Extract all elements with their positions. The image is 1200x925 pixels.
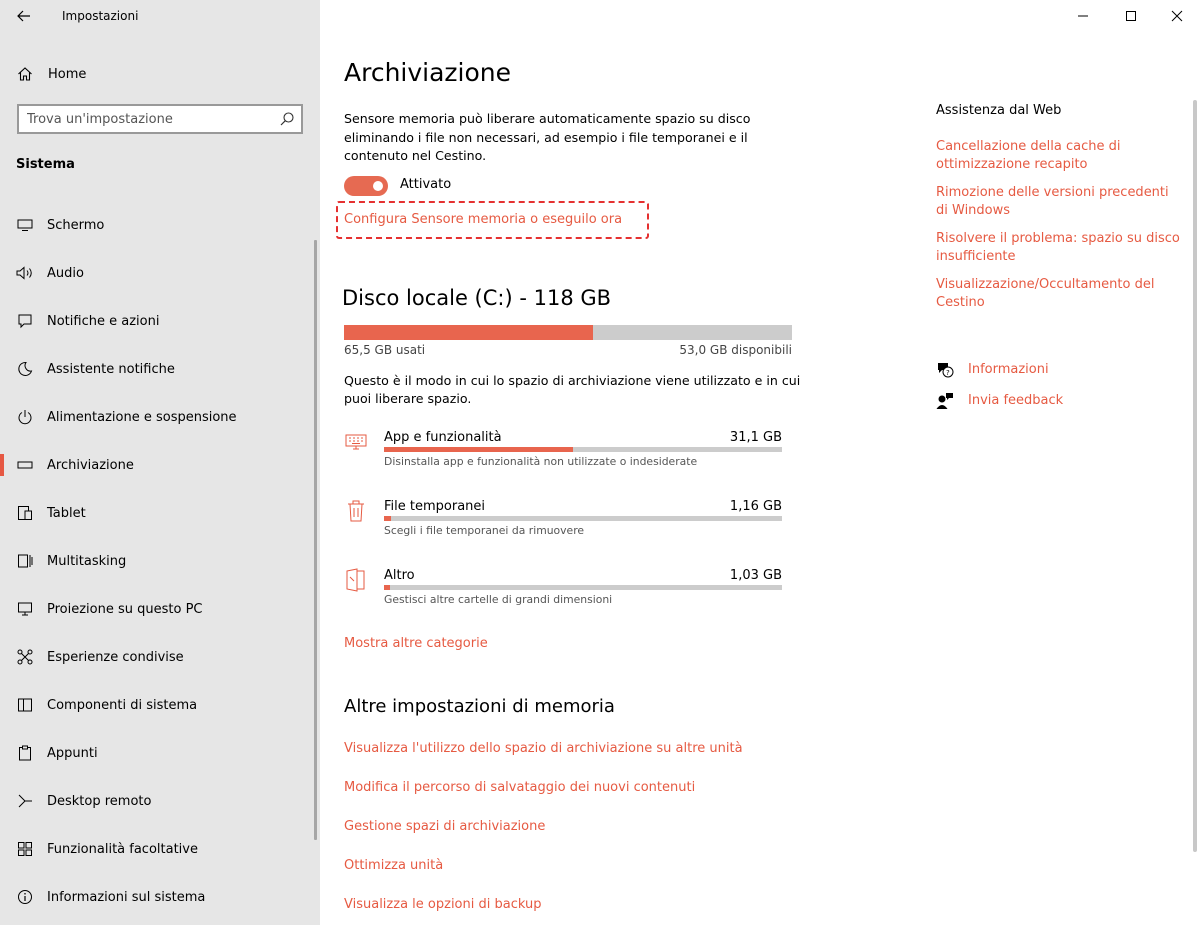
show-more-categories-link[interactable]: Mostra altre categorie (344, 636, 488, 651)
sidebar-item-label: Multitasking (47, 553, 127, 569)
sidebar-item-label: Home (48, 66, 87, 82)
sidebar-item-schermo[interactable] (0, 205, 314, 245)
main-content (344, 0, 904, 925)
notification-icon (16, 312, 34, 330)
sidebar-item-appunti[interactable] (0, 733, 314, 773)
category-name: App e funzionalità (384, 430, 502, 445)
sidebar-item-tablet[interactable] (0, 493, 314, 533)
category-temp-files[interactable] (344, 499, 784, 551)
help-label: Informazioni (968, 362, 1049, 377)
sidebar-item-funzionalita[interactable] (0, 829, 314, 869)
clipboard-icon (16, 744, 34, 762)
sidebar-item-label: Notifiche e azioni (47, 313, 160, 329)
toggle-knob (373, 181, 383, 191)
disk-usage-bar (344, 325, 792, 340)
feedback-icon (936, 392, 954, 410)
maximize-icon (1125, 10, 1137, 22)
section-label: Sistema (16, 157, 75, 172)
disk-title: Disco locale (C:) - 118 GB (342, 286, 612, 310)
monitor-icon (16, 216, 34, 234)
sidebar-item-home[interactable] (16, 62, 86, 86)
app-title: Impostazioni (62, 9, 139, 23)
category-size: 1,03 GB (729, 568, 782, 583)
sidebar-item-label: Schermo (47, 217, 105, 233)
sidebar-item-audio[interactable] (0, 253, 314, 293)
disk-usage-fill (344, 325, 593, 340)
feedback-label: Invia feedback (968, 393, 1064, 408)
page-title: Archiviazione (344, 58, 512, 87)
projection-icon (16, 600, 34, 618)
sidebar-item-desktop-remoto[interactable] (0, 781, 314, 821)
maximize-button[interactable] (1108, 0, 1154, 32)
web-link-recycle-bin[interactable]: Visualizzazione/Occultamento del Cestino (936, 277, 1155, 310)
trash-icon (344, 499, 368, 523)
other-drives-usage-link[interactable]: Visualizza l'utilizzo dello spazio di archiviazione su altre unità (344, 741, 743, 756)
help-chat-icon (936, 361, 954, 379)
send-feedback-link[interactable] (936, 392, 1136, 412)
web-link-previous-windows[interactable]: Rimozione delle versioni precedenti di Windows (936, 185, 1169, 218)
search-box (17, 104, 303, 134)
category-bar-fill (384, 447, 573, 452)
configure-storage-sense-link[interactable]: Configura Sensore memoria o eseguilo ora (344, 212, 623, 227)
sidebar (0, 0, 320, 925)
multitasking-icon (16, 552, 34, 570)
keyboard-icon (344, 430, 368, 454)
sidebar-item-label: Componenti di sistema (47, 697, 198, 713)
speaker-icon (16, 264, 34, 282)
category-description: Disinstalla app e funzionalità non utilizzate o indesiderate (384, 455, 698, 468)
sidebar-item-label: Proiezione su questo PC (47, 601, 203, 617)
toggle-state-label: Attivato (400, 177, 452, 192)
category-bar (384, 585, 782, 590)
sidebar-item-label: Alimentazione e sospensione (47, 409, 237, 425)
optional-features-icon (16, 840, 34, 858)
sidebar-item-label: Funzionalità facoltative (47, 841, 198, 857)
info-icon (16, 888, 34, 906)
minimize-icon (1077, 10, 1089, 22)
category-bar-fill (384, 585, 390, 590)
moon-icon (16, 360, 34, 378)
close-button[interactable] (1154, 0, 1200, 32)
minimize-button[interactable] (1060, 0, 1106, 32)
disk-free-label: 53,0 GB disponibili (679, 343, 792, 357)
sidebar-item-label: Audio (47, 265, 84, 281)
sidebar-item-label: Tablet (47, 505, 86, 521)
web-link-low-disk-space[interactable]: Risolvere il problema: spazio su disco insufficiente (936, 231, 1180, 264)
category-size: 31,1 GB (729, 430, 782, 445)
sidebar-item-archiviazione[interactable] (0, 445, 314, 485)
tablet-icon (16, 504, 34, 522)
category-name: File temporanei (384, 499, 486, 514)
sidebar-item-label: Archiviazione (47, 457, 134, 473)
power-icon (16, 408, 34, 426)
category-bar-fill (384, 516, 391, 521)
folder-icon (344, 568, 368, 592)
other-settings-title: Altre impostazioni di memoria (344, 696, 615, 717)
main-scrollbar[interactable] (1193, 100, 1197, 852)
save-location-link[interactable]: Modifica il percorso di salvataggio dei nuovi contenuti (344, 780, 696, 795)
web-help-title: Assistenza dal Web (936, 103, 1062, 118)
sidebar-item-label: Appunti (47, 745, 98, 761)
storage-sense-description: Sensore memoria può liberare automaticamente spazio su disco eliminando i file non necessari, ad esempio i file temporanei e il contenuto nel Cestino. (344, 111, 751, 163)
category-apps[interactable] (344, 430, 784, 482)
search-input[interactable] (19, 106, 273, 132)
category-other[interactable] (344, 568, 784, 620)
category-description: Scegli i file temporanei da rimuovere (384, 524, 585, 537)
storage-sense-toggle[interactable] (344, 176, 388, 196)
get-help-link[interactable] (936, 361, 1136, 381)
sidebar-item-assistente[interactable] (0, 349, 314, 389)
category-description: Gestisci altre cartelle di grandi dimensioni (384, 593, 613, 606)
back-arrow-icon (17, 10, 31, 22)
category-bar (384, 447, 782, 452)
close-icon (1171, 10, 1183, 22)
sidebar-scrollbar[interactable] (314, 240, 317, 840)
sidebar-item-informazioni[interactable] (0, 877, 314, 917)
optimize-drives-link[interactable]: Ottimizza unità (344, 858, 444, 873)
usage-description: Questo è il modo in cui lo spazio di archiviazione viene utilizzato e in cui puoi liberare spazio. (344, 373, 801, 406)
sidebar-item-componenti[interactable] (0, 685, 314, 725)
sidebar-item-label: Esperienze condivise (47, 649, 184, 665)
home-icon (16, 65, 34, 83)
sidebar-item-label: Desktop remoto (47, 793, 152, 809)
sidebar-item-label: Informazioni sul sistema (47, 889, 206, 905)
storage-spaces-link[interactable]: Gestione spazi di archiviazione (344, 819, 546, 834)
web-link-cache[interactable]: Cancellazione della cache di ottimizzazione recapito (936, 139, 1121, 172)
disk-used-label: 65,5 GB usati (344, 343, 426, 357)
category-bar (384, 516, 782, 521)
svg-text:?: ? (946, 369, 950, 377)
category-name: Altro (384, 568, 415, 583)
category-size: 1,16 GB (729, 499, 782, 514)
backup-options-link[interactable]: Visualizza le opzioni di backup (344, 897, 542, 912)
sidebar-item-notifiche[interactable] (0, 301, 314, 341)
sidebar-item-esperienze[interactable] (0, 637, 314, 677)
components-icon (16, 696, 34, 714)
shared-icon (16, 648, 34, 666)
remote-desktop-icon (16, 792, 34, 810)
sidebar-item-label: Assistente notifiche (47, 361, 175, 377)
sidebar-item-multitasking[interactable] (0, 541, 314, 581)
sidebar-item-alimentazione[interactable] (0, 397, 314, 437)
storage-icon (16, 456, 34, 474)
back-button[interactable] (12, 4, 36, 28)
search-icon[interactable] (279, 111, 295, 127)
sidebar-item-proiezione[interactable] (0, 589, 314, 629)
